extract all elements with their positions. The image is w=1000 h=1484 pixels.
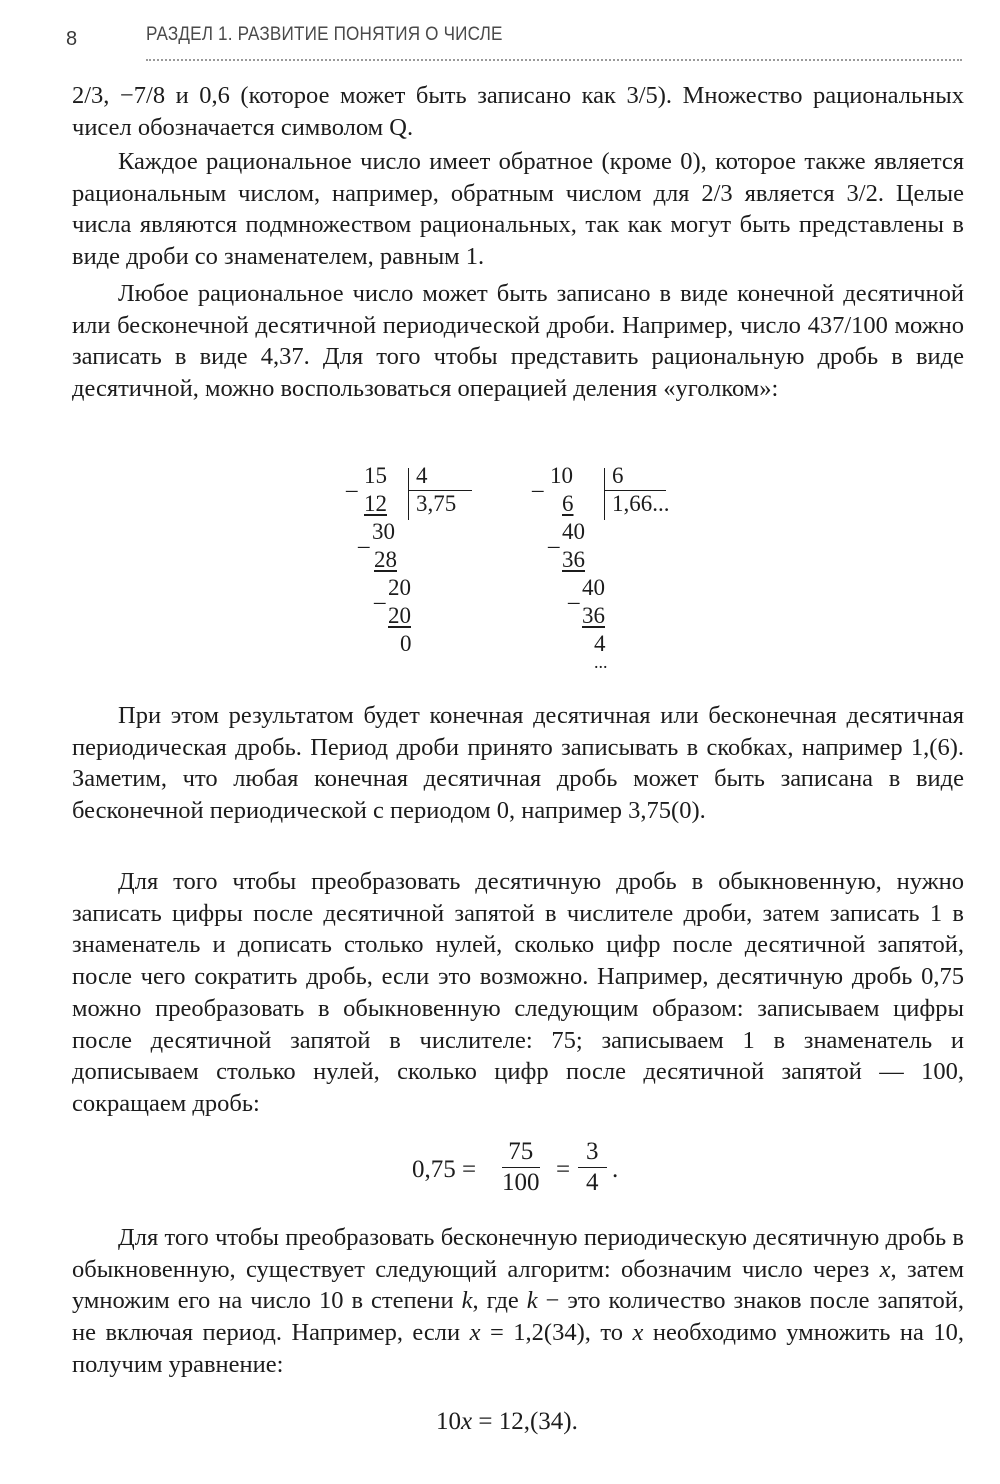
- page-number: 8: [66, 28, 78, 50]
- paragraph-6-part-a: Для того чтобы преобразовать бесконечную периодическую десятичную дробь в обыкновенную, существует следующий алгоритм: обозначим число через: [72, 1224, 964, 1283]
- paragraph-6-part-f: необходимо умножить на 10, получим уравнение:: [72, 1319, 964, 1378]
- header-rule: [146, 59, 962, 61]
- formula-fraction: [412, 1138, 632, 1208]
- paragraph-5: Для того чтобы преобразовать десятичную дробь в обыкновенную, нужно записать цифры после десятичной запятой в числителе дроби, затем записать 1 в знаменатель и дописать столько нулей, сколько цифр после десятичной запятой, после чего сократить дробь, если это возможно. Например, десятичную дробь 0,75 можно преобразовать в обыкновенную следующим образом: записываем цифры после десятичной запятой в числителе: 75; записываем 1 в знаменатель и дописываем столько нулей, сколько цифр после десятичной запятой — 100, сокращаем дробь:: [72, 868, 964, 1117]
- var-x-3: x: [632, 1319, 644, 1347]
- paragraph-6-part-c: , где: [472, 1287, 527, 1315]
- division-1-final: 0: [400, 631, 412, 656]
- fraction-1-denominator: 100: [502, 1169, 540, 1196]
- division-2-sub-3: 36: [582, 603, 605, 628]
- division-2-minus-3: _: [568, 581, 580, 606]
- division-1-minus: _: [346, 469, 358, 494]
- equation-variable: x: [461, 1408, 473, 1435]
- section-title: РАЗДЕЛ 1. РАЗВИТИЕ ПОНЯТИЯ О ЧИСЛЕ: [146, 24, 503, 45]
- equation-coefficient: 10: [436, 1408, 461, 1435]
- division-2-minus: _: [532, 469, 544, 494]
- division-1-bracket: [408, 468, 409, 520]
- paragraph-4: При этом результатом будет конечная десятичная или бесконечная десятичная периодическая дробь. Период дроби принято записывать в скобках, например 1,(6). Заметим, что любая конечная десятичная дробь может быть записана в виде бесконечной периодической с периодом 0, например 3,75(0).: [72, 702, 964, 825]
- formula-period: .: [612, 1156, 619, 1183]
- paragraph-6: [72, 1222, 964, 1381]
- var-x-2: x: [469, 1319, 481, 1347]
- long-division-2: [532, 462, 692, 682]
- fraction-1-numerator: 75: [502, 1138, 540, 1168]
- division-2-minus-2: _: [548, 525, 560, 550]
- division-2-ellipsis: ...: [594, 652, 608, 672]
- division-1-sub-2: 28: [374, 547, 397, 572]
- division-2-dividend: 10: [550, 463, 573, 488]
- paragraph-3: Любое рациональное число может быть записано в виде конечной десятичной или бесконечной десятичной периодической дроби. Например, число 437/100 можно записать в виде 4,37. Для того чтобы представить рациональную дробь в виде десятичной, можно воспользоваться операцией деления «уголком»:: [72, 280, 964, 403]
- division-2-rem-2: 40: [582, 575, 605, 600]
- division-1-sub-1: 12: [364, 491, 387, 516]
- division-2-bracket: [604, 468, 605, 520]
- fraction-3-4: [578, 1138, 607, 1198]
- var-k-1: k: [461, 1287, 473, 1315]
- formula-lhs: 0,75 =: [412, 1156, 477, 1183]
- var-k-2: k: [526, 1287, 538, 1315]
- formula-equals: =: [556, 1156, 571, 1183]
- fraction-2-denominator: 4: [586, 1169, 599, 1196]
- division-2-final: 4: [594, 631, 606, 656]
- division-1-dividend: 15: [364, 463, 387, 488]
- division-1-rem-2: 20: [388, 575, 411, 600]
- division-2-sub-1: 6: [562, 491, 574, 516]
- fraction-75-100: [502, 1138, 540, 1198]
- division-1-sub-3: 20: [388, 603, 411, 628]
- division-2-sub-2: 36: [562, 547, 585, 572]
- division-1-divisor: 4: [416, 463, 428, 488]
- paragraph-2: Каждое рациональное число имеет обратное (кроме 0), которое также является рациональным числом, например, обратным числом для 2/3 является 3/2. Целые числа являются подмножеством рациональных, так как могут быть представлены в виде дроби со знаменателем, равным 1.: [72, 148, 964, 271]
- division-2-rem-1: 40: [562, 519, 585, 544]
- long-division-1: [344, 462, 484, 662]
- paragraph-6-part-b: , затем умножим его на число 10 в степени: [72, 1255, 964, 1315]
- fraction-2-numerator: 3: [578, 1138, 607, 1168]
- division-1-minus-2: _: [358, 525, 370, 550]
- division-2-quotient: 1,66...: [612, 491, 670, 516]
- page-header: [0, 0, 1000, 70]
- division-2-divisor: 6: [612, 463, 624, 488]
- var-x-1: x: [879, 1255, 891, 1283]
- formula-equation: [436, 1408, 578, 1436]
- paragraph-1: 2/3, −7/8 и 0,6 (которое может быть записано как 3/5). Множество рациональных чисел обозначается символом Q.: [72, 82, 964, 141]
- equation-rhs: = 12,(34).: [472, 1408, 578, 1435]
- division-1-minus-3: _: [374, 581, 386, 606]
- division-1-quotient: 3,75: [416, 491, 457, 516]
- division-1-rem-1: 30: [372, 519, 395, 544]
- paragraph-6-part-e: = 1,2(34), то: [480, 1319, 633, 1347]
- paragraph-6-part-d: − это количество знаков после запятой, не включая период. Например, если: [72, 1287, 964, 1347]
